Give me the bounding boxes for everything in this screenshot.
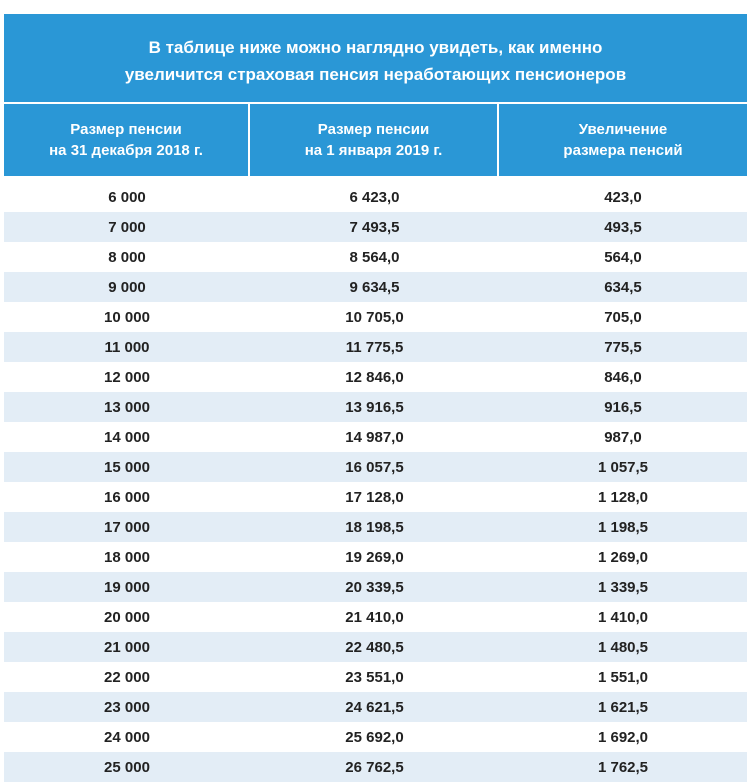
cell-pension-2019: 12 846,0 — [345, 368, 404, 386]
cell-increase: 1 057,5 — [597, 458, 649, 476]
cell-pension-2018: 13 000 — [104, 398, 150, 416]
table-row — [4, 182, 747, 212]
cell-increase: 916,5 — [604, 398, 642, 416]
cell-increase: 846,0 — [604, 368, 642, 386]
cell-increase: 1 269,0 — [597, 548, 649, 566]
cell-pension-2018: 17 000 — [104, 518, 150, 536]
header-line: Увеличение — [578, 121, 668, 138]
cell-pension-2019: 13 916,5 — [345, 398, 404, 416]
table-row — [4, 302, 747, 332]
cell-pension-2019: 9 634,5 — [349, 278, 400, 296]
cell-pension-2019: 22 480,5 — [345, 638, 404, 656]
cell-increase: 1 551,0 — [597, 668, 649, 686]
cell-pension-2019: 6 423,0 — [349, 188, 400, 206]
table-body — [4, 182, 747, 782]
cell-pension-2019: 14 987,0 — [345, 428, 404, 446]
header-increase — [499, 104, 747, 176]
table-header — [4, 104, 747, 176]
cell-pension-2019: 26 762,5 — [345, 758, 404, 776]
cell-pension-2018: 9 000 — [108, 278, 146, 296]
cell-increase: 493,5 — [604, 218, 642, 236]
cell-increase: 1 621,5 — [597, 698, 649, 716]
cell-pension-2019: 23 551,0 — [345, 668, 404, 686]
cell-pension-2018: 14 000 — [104, 428, 150, 446]
table-row — [4, 362, 747, 392]
cell-increase: 775,5 — [604, 338, 642, 356]
cell-pension-2019: 19 269,0 — [345, 548, 404, 566]
table-row — [4, 572, 747, 602]
cell-pension-2018: 25 000 — [104, 758, 150, 776]
pension-table — [4, 14, 747, 782]
table-row — [4, 662, 747, 692]
table-row — [4, 542, 747, 572]
header-line: Размер пенсии — [70, 121, 182, 138]
header-line: размера пенсий — [563, 142, 683, 159]
header-line: на 1 января 2019 г. — [304, 142, 443, 159]
table-row — [4, 392, 747, 422]
cell-pension-2019: 17 128,0 — [345, 488, 404, 506]
cell-increase: 423,0 — [604, 188, 642, 206]
table-row — [4, 332, 747, 362]
cell-pension-2018: 6 000 — [108, 188, 146, 206]
table-row — [4, 482, 747, 512]
table-row — [4, 452, 747, 482]
cell-pension-2018: 19 000 — [104, 578, 150, 596]
cell-pension-2018: 21 000 — [104, 638, 150, 656]
table-row — [4, 602, 747, 632]
cell-increase: 634,5 — [604, 278, 642, 296]
table-row — [4, 632, 747, 662]
cell-pension-2019: 18 198,5 — [345, 518, 404, 536]
cell-pension-2019: 25 692,0 — [345, 728, 404, 746]
cell-increase: 1 480,5 — [597, 638, 649, 656]
cell-pension-2018: 23 000 — [104, 698, 150, 716]
cell-pension-2018: 7 000 — [108, 218, 146, 236]
table-row — [4, 212, 747, 242]
cell-pension-2019: 8 564,0 — [349, 248, 400, 266]
table-row — [4, 422, 747, 452]
header-pension-dec-2018 — [4, 104, 248, 176]
cell-pension-2018: 12 000 — [104, 368, 150, 386]
table-row — [4, 272, 747, 302]
cell-pension-2018: 20 000 — [104, 608, 150, 626]
cell-pension-2018: 22 000 — [104, 668, 150, 686]
cell-pension-2019: 10 705,0 — [345, 308, 404, 326]
table-row — [4, 722, 747, 752]
cell-pension-2018: 16 000 — [104, 488, 150, 506]
cell-increase: 1 410,0 — [597, 608, 649, 626]
cell-increase: 1 692,0 — [597, 728, 649, 746]
cell-increase: 987,0 — [604, 428, 642, 446]
cell-pension-2018: 8 000 — [108, 248, 146, 266]
cell-pension-2018: 11 000 — [104, 338, 150, 356]
cell-increase: 1 339,5 — [597, 578, 649, 596]
cell-pension-2018: 24 000 — [104, 728, 150, 746]
header-line: Размер пенсии — [317, 121, 430, 138]
title-line-1: В таблице ниже можно наглядно увидеть, как именно — [148, 38, 603, 57]
table-row — [4, 512, 747, 542]
cell-increase: 705,0 — [604, 308, 642, 326]
cell-pension-2019: 24 621,5 — [345, 698, 404, 716]
table-row — [4, 692, 747, 722]
cell-pension-2018: 18 000 — [104, 548, 150, 566]
cell-increase: 1 198,5 — [597, 518, 649, 536]
cell-increase: 564,0 — [604, 248, 642, 266]
table-title — [4, 14, 747, 102]
table-row — [4, 752, 747, 782]
cell-increase: 1 128,0 — [597, 488, 649, 506]
cell-pension-2019: 16 057,5 — [345, 458, 404, 476]
header-pension-jan-2019 — [250, 104, 497, 176]
title-line-2: увеличится страховая пенсия неработающих пенсионеров — [124, 65, 627, 84]
table-row — [4, 242, 747, 272]
cell-pension-2018: 15 000 — [104, 458, 150, 476]
cell-pension-2018: 10 000 — [104, 308, 150, 326]
header-line: на 31 декабря 2018 г. — [49, 142, 203, 159]
cell-pension-2019: 20 339,5 — [345, 578, 404, 596]
cell-pension-2019: 21 410,0 — [345, 608, 404, 626]
cell-pension-2019: 11 775,5 — [345, 338, 404, 356]
cell-increase: 1 762,5 — [597, 758, 649, 776]
cell-pension-2019: 7 493,5 — [349, 218, 400, 236]
